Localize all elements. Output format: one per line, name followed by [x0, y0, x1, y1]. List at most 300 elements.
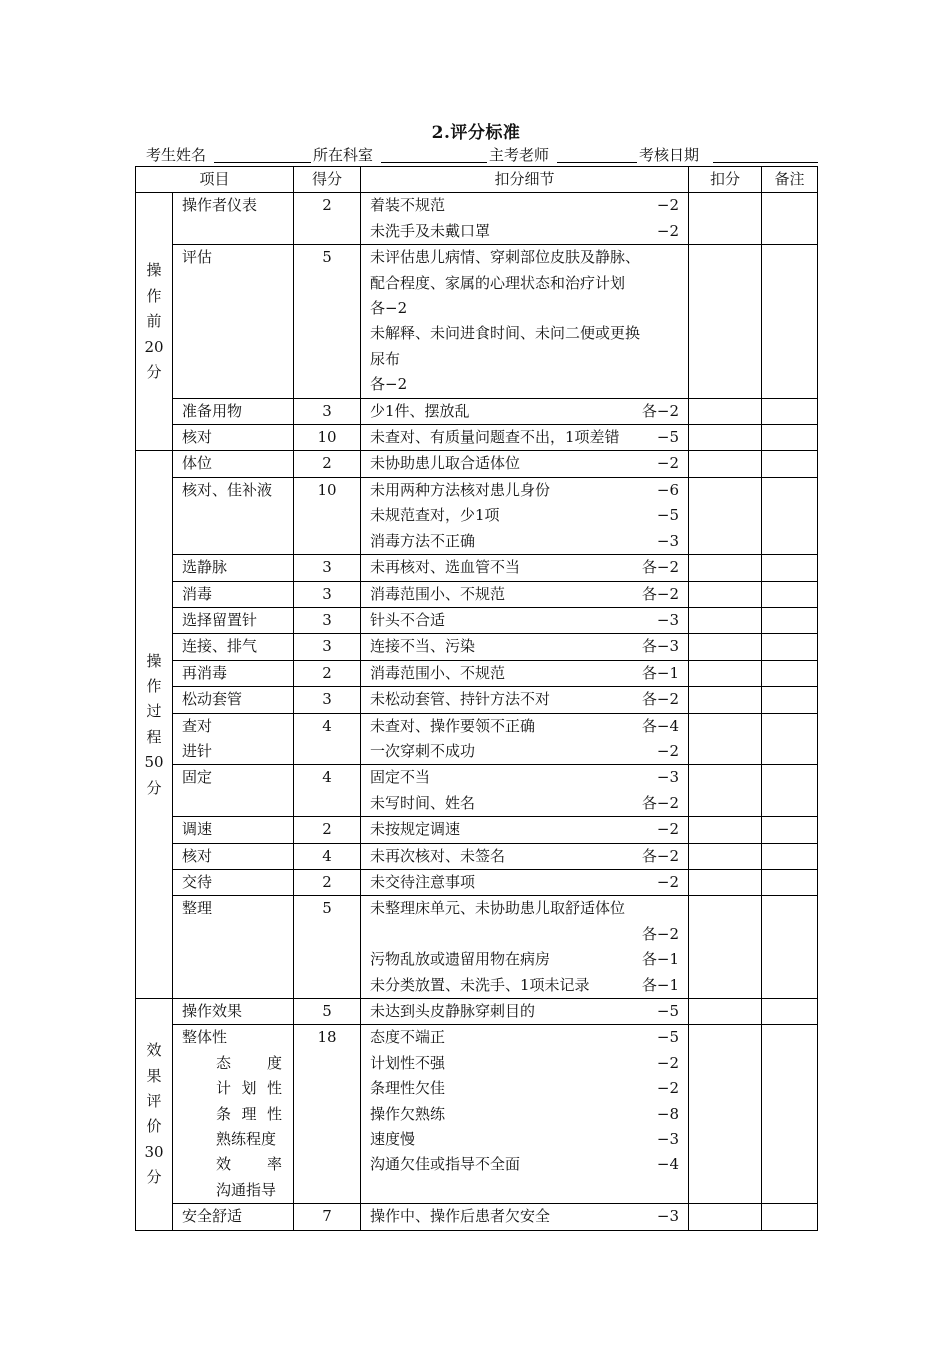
category-char: 过 [146, 702, 162, 721]
deduction-points: 各−3 [641, 637, 680, 656]
deduction-input-cell[interactable] [689, 245, 762, 398]
details-cell [361, 713, 689, 765]
deduction-points: −2 [656, 872, 680, 891]
details-cell [361, 581, 689, 607]
table-row [136, 843, 818, 869]
deduction-line [370, 425, 688, 450]
deduction-text: 未达到头皮静脉穿刺目的 [370, 1002, 536, 1020]
remarks-input-cell[interactable] [762, 896, 818, 999]
deduction-text: 未解释、未问进食时间、未问二便或更换 [370, 324, 641, 343]
deduction-text: 未评估患儿病情、穿刺部位皮肤及静脉、 [370, 248, 641, 267]
category-char: 20 [144, 337, 164, 356]
deduction-text: 未写时间、姓名 [370, 793, 476, 812]
remarks-input-cell[interactable] [762, 451, 818, 477]
details-cell [361, 869, 689, 895]
deduction-points: 各−2 [641, 401, 680, 420]
item-name: 整体性 [182, 1028, 228, 1047]
details-cell [361, 634, 689, 660]
item-name: 操作者仪表 [182, 196, 258, 215]
category-char: 程 [146, 727, 162, 746]
deduction-line [370, 634, 688, 659]
item-cell [173, 1025, 294, 1204]
score-cell: 2 [294, 660, 361, 686]
details-cell [361, 607, 689, 633]
deduction-line [370, 817, 688, 842]
table-row [136, 765, 818, 817]
remarks-input-cell[interactable] [762, 245, 818, 398]
deduction-points: −5 [656, 1028, 680, 1047]
item-cell [173, 660, 294, 686]
deduction-line [370, 947, 688, 972]
table-row [136, 1204, 818, 1230]
deduction-line [370, 791, 688, 816]
score-cell: 10 [294, 425, 361, 451]
item-cell [173, 869, 294, 895]
deduction-line [370, 922, 688, 947]
header-details: 扣分细节 [361, 167, 689, 193]
deduction-line [370, 765, 688, 790]
score-cell: 10 [294, 477, 361, 554]
category-char: 50 [144, 753, 164, 772]
table-row [136, 581, 818, 607]
deduction-points: 各−1 [641, 975, 680, 994]
deduction-line [370, 347, 688, 372]
deduction-line [370, 451, 688, 476]
deduction-line [370, 372, 688, 397]
item-name: 评估 [182, 248, 213, 267]
item-name: 连接、排气 [182, 637, 258, 656]
item-name: 进针 [182, 741, 213, 760]
header-item: 项目 [136, 167, 294, 193]
deduction-text: 未再次核对、未签名 [370, 846, 506, 865]
header-deduction: 扣分 [689, 167, 762, 193]
deduction-line [370, 661, 688, 686]
date-label: 考核日期 [639, 146, 700, 164]
deduction-text: 配合程度、家属的心理状态和治疗计划 [370, 273, 626, 292]
remarks-input-cell[interactable] [762, 477, 818, 554]
category-char: 效 [146, 1041, 162, 1060]
deduction-line [370, 582, 688, 607]
deduction-text: 少1件、摆放乱 [370, 401, 470, 420]
item-name: 消毒 [182, 584, 213, 603]
score-cell: 3 [294, 687, 361, 713]
deduction-points: −2 [656, 1053, 680, 1072]
deduction-input-cell[interactable] [689, 713, 762, 765]
sub-item [216, 1178, 282, 1203]
deduction-input-cell[interactable] [689, 634, 762, 660]
score-cell: 18 [294, 1025, 361, 1204]
table-row [136, 634, 818, 660]
examiner-blank[interactable] [557, 146, 637, 163]
deduction-input-cell[interactable] [689, 1204, 762, 1230]
score-cell: 4 [294, 713, 361, 765]
score-cell: 3 [294, 607, 361, 633]
deduction-points: −8 [656, 1104, 680, 1123]
deduction-line [370, 555, 688, 580]
deduction-input-cell[interactable] [689, 477, 762, 554]
deduction-points: 各−1 [641, 663, 680, 682]
item-name: 固定 [182, 768, 213, 787]
deduction-text: 未查对、有质量问题查不出，1项差错 [370, 428, 620, 447]
deduction-text: 速度慢 [370, 1130, 416, 1149]
table-row [136, 425, 818, 451]
deduction-text: 未用两种方法核对患儿身份 [370, 480, 551, 499]
table-row [136, 555, 818, 581]
item-cell [173, 765, 294, 817]
deduction-text: 消毒范围小、不规范 [370, 663, 506, 682]
deduction-line [370, 271, 688, 296]
deduction-text: 未再核对、选血管不当 [370, 558, 521, 577]
score-cell: 5 [294, 245, 361, 398]
deduction-line [370, 687, 688, 712]
scoring-table [135, 166, 818, 1231]
item-cell [173, 634, 294, 660]
deduction-points: −3 [656, 1207, 680, 1226]
item-name: 操作效果 [182, 1002, 243, 1020]
details-cell [361, 1025, 689, 1204]
details-cell [361, 687, 689, 713]
sub-item [216, 1076, 282, 1101]
item-cell [173, 687, 294, 713]
dept-blank[interactable] [381, 146, 487, 163]
category-char: 果 [146, 1066, 162, 1085]
score-cell: 7 [294, 1204, 361, 1230]
deduction-line [370, 714, 688, 739]
item-cell [173, 193, 294, 245]
category-char: 作 [146, 676, 162, 695]
score-cell: 2 [294, 193, 361, 245]
item-name: 调速 [182, 820, 213, 839]
sub-item-text: 性 [266, 1104, 282, 1123]
details-cell [361, 398, 689, 424]
deduction-text: 操作欠熟练 [370, 1104, 446, 1123]
deduction-input-cell[interactable] [689, 869, 762, 895]
table-row [136, 999, 818, 1025]
remarks-input-cell[interactable] [762, 660, 818, 686]
score-cell: 4 [294, 765, 361, 817]
deduction-points: 各−2 [641, 690, 680, 709]
score-cell: 2 [294, 817, 361, 843]
deduction-text: 未交待注意事项 [370, 872, 476, 891]
item-name: 查对 [182, 716, 213, 735]
sub-item-text: 性 [266, 1079, 282, 1098]
deduction-points: −3 [656, 1130, 680, 1149]
deduction-points: −4 [656, 1155, 680, 1174]
name-label: 考生姓名 [146, 146, 207, 164]
item-cell [173, 607, 294, 633]
deduction-points: −3 [656, 531, 680, 550]
deduction-points: −5 [656, 1002, 680, 1020]
dept-label: 所在科室 [313, 146, 374, 164]
section-category [136, 193, 173, 451]
remarks-input-cell[interactable] [762, 1204, 818, 1230]
deduction-points: −2 [656, 741, 680, 760]
deduction-line [370, 973, 688, 998]
deduction-input-cell[interactable] [689, 451, 762, 477]
deduction-input-cell[interactable] [689, 843, 762, 869]
table-row [136, 896, 818, 999]
remarks-input-cell[interactable] [762, 634, 818, 660]
remarks-input-cell[interactable] [762, 193, 818, 245]
header-score: 得分 [294, 167, 361, 193]
sub-item [216, 1152, 282, 1177]
deduction-line [370, 193, 688, 218]
category-char: 分 [146, 363, 162, 382]
deduction-input-cell[interactable] [689, 398, 762, 424]
deduction-text: 消毒范围小、不规范 [370, 584, 506, 603]
remarks-input-cell[interactable] [762, 869, 818, 895]
sub-item-text: 效 [216, 1155, 232, 1174]
name-blank[interactable] [214, 146, 311, 163]
item-name: 核对、佳补液 [182, 480, 273, 499]
item-cell [173, 581, 294, 607]
deduction-line [370, 1025, 688, 1050]
remarks-input-cell[interactable] [762, 765, 818, 817]
details-cell [361, 1204, 689, 1230]
remarks-input-cell[interactable] [762, 817, 818, 843]
remarks-input-cell[interactable] [762, 555, 818, 581]
sub-item-text: 熟练程度 [216, 1130, 277, 1149]
table-row [136, 398, 818, 424]
sub-item [216, 1127, 282, 1152]
remarks-input-cell[interactable] [762, 713, 818, 765]
deduction-text: 未整理床单元、未协助患儿取舒适体位 [370, 899, 626, 918]
deduction-line [370, 321, 688, 346]
item-cell [173, 555, 294, 581]
item-cell [173, 843, 294, 869]
remarks-input-cell[interactable] [762, 687, 818, 713]
deduction-text: 各−2 [370, 375, 408, 394]
deduction-input-cell[interactable] [689, 581, 762, 607]
deduction-points: −5 [656, 428, 680, 447]
deduction-points: 各−2 [641, 558, 680, 577]
section-category [136, 999, 173, 1231]
details-cell [361, 843, 689, 869]
item-name: 交待 [182, 872, 213, 891]
page-title: 2.评分标准 [431, 123, 521, 143]
item-cell [173, 451, 294, 477]
item-cell [173, 425, 294, 451]
date-blank[interactable] [713, 146, 818, 163]
deduction-points: −2 [656, 820, 680, 839]
item-name: 整理 [182, 899, 213, 918]
deduction-line [370, 1102, 688, 1127]
deduction-input-cell[interactable] [689, 999, 762, 1025]
item-name: 安全舒适 [182, 1207, 243, 1226]
item-cell [173, 1204, 294, 1230]
remarks-input-cell[interactable] [762, 1025, 818, 1204]
category-char: 作 [146, 286, 162, 305]
deduction-line [370, 245, 688, 270]
deduction-line [370, 296, 688, 321]
table-row [136, 607, 818, 633]
sub-item-text: 沟通指导 [216, 1180, 277, 1199]
deduction-line [370, 739, 688, 764]
item-cell [173, 999, 294, 1025]
deduction-points: −2 [656, 221, 680, 240]
deduction-input-cell[interactable] [689, 1025, 762, 1204]
details-cell [361, 896, 689, 999]
details-cell [361, 999, 689, 1025]
deduction-input-cell[interactable] [689, 425, 762, 451]
item-cell [173, 477, 294, 554]
item-name: 核对 [182, 428, 213, 447]
examiner-label: 主考老师 [489, 146, 550, 164]
exam-info-line [137, 146, 818, 164]
deduction-text: 未协助患儿取合适体位 [370, 454, 521, 473]
deduction-text: 未分类放置、未洗手、1项未记录 [370, 975, 590, 994]
details-cell [361, 765, 689, 817]
score-cell: 3 [294, 398, 361, 424]
score-cell: 3 [294, 634, 361, 660]
table-row [136, 451, 818, 477]
deduction-input-cell[interactable] [689, 687, 762, 713]
deduction-text: 未松动套管、持针方法不对 [370, 690, 551, 709]
deduction-line [370, 999, 688, 1024]
table-row [136, 660, 818, 686]
category-char: 前 [146, 312, 162, 331]
table-row [136, 245, 818, 398]
deduction-line [370, 608, 688, 633]
deduction-text: 针头不合适 [370, 610, 446, 629]
deduction-line [370, 1152, 688, 1177]
deduction-input-cell[interactable] [689, 896, 762, 999]
sub-item-text: 度 [266, 1053, 282, 1072]
item-name: 选择留置针 [182, 610, 258, 629]
category-char: 操 [146, 651, 162, 670]
deduction-input-cell[interactable] [689, 817, 762, 843]
deduction-text: 未洗手及未戴口罩 [370, 221, 491, 240]
remarks-input-cell[interactable] [762, 581, 818, 607]
deduction-text: 未按规定调速 [370, 820, 461, 839]
category-char: 评 [146, 1091, 162, 1110]
sub-item [216, 1102, 282, 1127]
details-cell [361, 451, 689, 477]
deduction-line [370, 503, 688, 528]
deduction-text: 态度不端正 [370, 1028, 446, 1047]
deduction-points: 各−4 [641, 716, 680, 735]
deduction-text: 各−2 [370, 299, 408, 318]
deduction-points: −6 [656, 480, 680, 499]
table-row [136, 687, 818, 713]
table-row [136, 1025, 818, 1204]
deduction-line [370, 870, 688, 895]
deduction-points: 各−2 [641, 924, 680, 943]
deduction-points: −2 [656, 196, 680, 215]
table-row [136, 193, 818, 245]
sub-item-text: 理 [241, 1104, 257, 1123]
deduction-line [370, 1051, 688, 1076]
deduction-input-cell[interactable] [689, 555, 762, 581]
deduction-points: 各−1 [641, 950, 680, 969]
table-row [136, 477, 818, 554]
sub-item-text: 条 [216, 1104, 232, 1123]
deduction-line [370, 529, 688, 554]
item-name: 准备用物 [182, 401, 243, 420]
deduction-input-cell[interactable] [689, 660, 762, 686]
deduction-line [370, 1127, 688, 1152]
category-char: 分 [146, 778, 162, 797]
deduction-text: 沟通欠佳或指导不全面 [370, 1155, 521, 1174]
deduction-text: 连接不当、污染 [370, 637, 476, 656]
deduction-text: 污物乱放或遗留用物在病房 [370, 950, 551, 969]
deduction-points: 各−2 [641, 793, 680, 812]
item-cell [173, 817, 294, 843]
section-category [136, 451, 173, 999]
deduction-points: −5 [656, 506, 680, 525]
remarks-input-cell[interactable] [762, 999, 818, 1025]
deduction-text: 消毒方法不正确 [370, 531, 476, 550]
sub-item-text: 率 [266, 1155, 282, 1174]
deduction-line [370, 1204, 688, 1229]
sub-item-text: 态 [216, 1053, 232, 1072]
sub-item-text: 划 [241, 1079, 257, 1098]
deduction-points: −3 [656, 768, 680, 787]
deduction-line [370, 399, 688, 424]
remarks-input-cell[interactable] [762, 398, 818, 424]
deduction-text: 一次穿刺不成功 [370, 741, 476, 760]
deduction-input-cell[interactable] [689, 765, 762, 817]
header-remarks: 备注 [762, 167, 818, 193]
table-row [136, 869, 818, 895]
sub-item-text: 计 [216, 1079, 232, 1098]
item-cell [173, 713, 294, 765]
table-row [136, 817, 818, 843]
remarks-input-cell[interactable] [762, 425, 818, 451]
score-cell: 5 [294, 896, 361, 999]
details-cell [361, 193, 689, 245]
deduction-text: 着装不规范 [370, 196, 446, 215]
details-cell [361, 477, 689, 554]
deduction-input-cell[interactable] [689, 607, 762, 633]
deduction-line [370, 219, 688, 244]
score-cell: 3 [294, 555, 361, 581]
deduction-line [370, 478, 688, 503]
deduction-text: 条理性欠佳 [370, 1079, 446, 1098]
item-name: 体位 [182, 454, 213, 473]
item-name: 松动套管 [182, 690, 243, 709]
score-cell: 2 [294, 451, 361, 477]
deduction-line [370, 896, 688, 921]
item-cell [173, 245, 294, 398]
score-cell: 2 [294, 869, 361, 895]
category-char: 价 [146, 1117, 162, 1136]
deduction-text: 未查对、操作要领不正确 [370, 716, 536, 735]
details-cell [361, 555, 689, 581]
category-char: 操 [146, 261, 162, 280]
table-header-row [136, 167, 818, 193]
remarks-input-cell[interactable] [762, 843, 818, 869]
deduction-points: −2 [656, 1079, 680, 1098]
deduction-line [370, 1076, 688, 1101]
deduction-text: 操作中、操作后患者欠安全 [370, 1207, 551, 1226]
remarks-input-cell[interactable] [762, 607, 818, 633]
deduction-input-cell[interactable] [689, 193, 762, 245]
deduction-points: 各−2 [641, 584, 680, 603]
score-cell: 4 [294, 843, 361, 869]
score-cell: 3 [294, 581, 361, 607]
item-name: 再消毒 [182, 663, 228, 682]
details-cell [361, 660, 689, 686]
sub-item [216, 1051, 282, 1076]
item-cell [173, 896, 294, 999]
deduction-points: −2 [656, 454, 680, 473]
deduction-text: 未规范查对，少1项 [370, 506, 500, 525]
details-cell [361, 425, 689, 451]
table-row [136, 713, 818, 765]
category-char: 分 [146, 1168, 162, 1187]
deduction-text: 计划性不强 [370, 1053, 446, 1072]
